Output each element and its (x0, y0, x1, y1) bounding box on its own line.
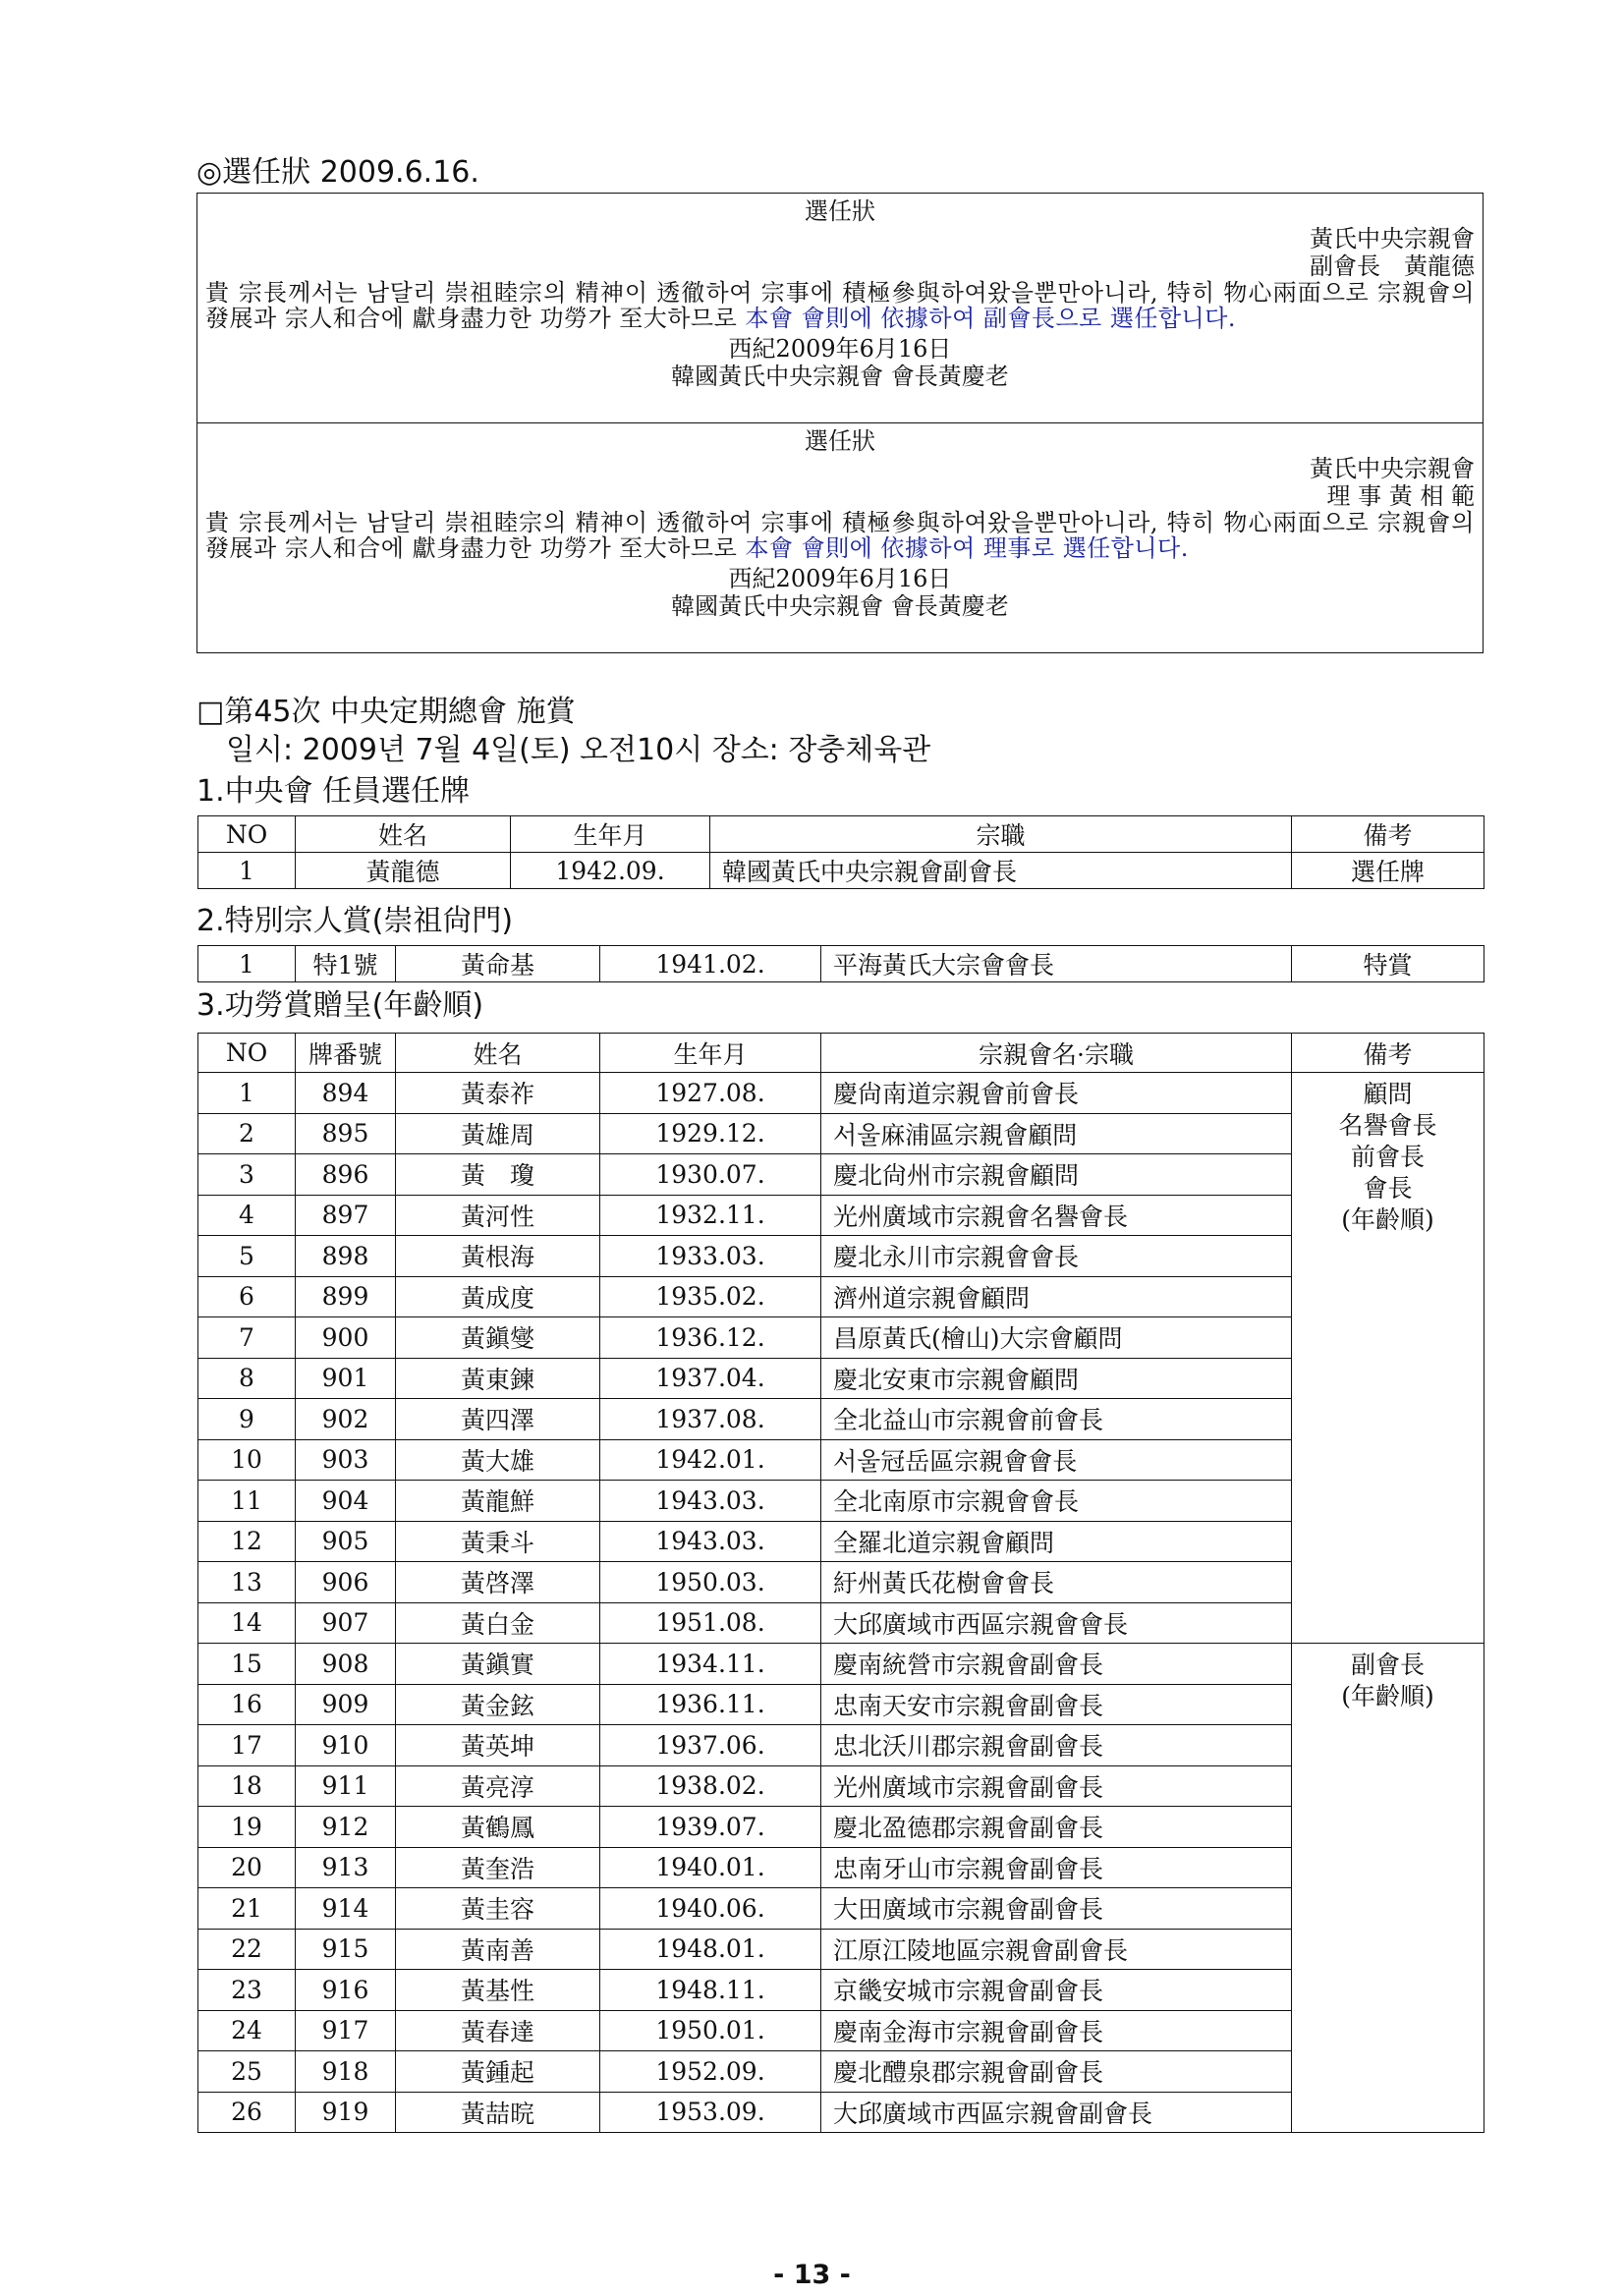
table-cell: 忠南天安市宗親會副會長 (821, 1684, 1292, 1725)
table-cell: 3 (198, 1154, 296, 1196)
table-cell: 大邱廣域市西區宗親會會長 (821, 1602, 1292, 1644)
event-schedule: 일시: 2009년 7월 4일(토) 오전10시 장소: 장충체육관 (226, 733, 931, 767)
table-cell: 1951.08. (600, 1602, 821, 1644)
table-cell: 917 (296, 2010, 396, 2051)
table-row (198, 1481, 1484, 1522)
table-cell: 京畿安城市宗親會副會長 (821, 1970, 1292, 2011)
table-cell: 894 (296, 1073, 396, 1114)
column-header: NO (198, 816, 296, 853)
table-row (198, 1521, 1484, 1562)
table-cell: 899 (296, 1276, 396, 1317)
remark-line: 名譽會長 (1338, 1111, 1437, 1140)
section-heading-appointment: ◎選任狀 2009.6.16. (196, 155, 479, 190)
certificate-recipient: 副會長 黃龍德 (1310, 252, 1475, 280)
table-cell: 選任牌 (1292, 853, 1484, 889)
table-cell: 1937.08. (600, 1399, 821, 1440)
table-cell: 1 (198, 1073, 296, 1114)
table-cell: 平海黃氏大宗會會長 (821, 946, 1292, 982)
column-header: 姓名 (296, 816, 511, 853)
table-row (198, 1113, 1484, 1154)
table-row (198, 1276, 1484, 1317)
table-cell: 1937.04. (600, 1358, 821, 1399)
table-cell: 黃鎭燮 (396, 1317, 600, 1359)
table-cell: 黃春達 (396, 2010, 600, 2051)
table-cell: 全北南原市宗親會會長 (821, 1481, 1292, 1522)
table-cell: 1953.09. (600, 2092, 821, 2133)
certificate-body-text: 貴 宗長께서는 남달리 崇祖睦宗의 精神이 透徹하여 宗事에 積極參與하여왔을뿐만아니라, 特히 物心兩面으로 宗親會의 發展과 宗人和合에 獻身盡力한 功勞가 至大하므로 (205, 279, 1475, 332)
remark-line: (年齡順) (1341, 1205, 1434, 1234)
table-cell: 5 (198, 1236, 296, 1277)
table-cell: 大田廣域市宗親會副會長 (821, 1888, 1292, 1930)
table-cell: 黃河性 (396, 1195, 600, 1236)
table-cell: 1943.03. (600, 1521, 821, 1562)
table-row (198, 1765, 1484, 1807)
table-cell: 912 (296, 1807, 396, 1848)
remark-line: 會長 (1363, 1174, 1413, 1203)
table-row (198, 1684, 1484, 1725)
column-header: 宗親會名·宗職 (821, 1034, 1292, 1073)
table-cell: 1930.07. (600, 1154, 821, 1196)
column-header: 生年月 (511, 816, 710, 853)
table-cell: 1932.11. (600, 1195, 821, 1236)
table-cell: 黃成度 (396, 1276, 600, 1317)
table-cell: 忠北沃川郡宗親會副會長 (821, 1725, 1292, 1766)
part3-heading: 3.功勞賞贈呈(年齡順) (196, 988, 484, 1023)
table-cell: 2 (198, 1113, 296, 1154)
table-cell: 1950.01. (600, 2010, 821, 2051)
table-cell: 1936.12. (600, 1317, 821, 1359)
table-cell: 黃雄周 (396, 1113, 600, 1154)
table-header-row (198, 816, 1484, 853)
table-cell: 黃白金 (396, 1602, 600, 1644)
part1-heading: 1.中央會 任員選任牌 (196, 774, 471, 809)
column-header: 牌番號 (296, 1034, 396, 1073)
table-cell: 26 (198, 2092, 296, 2133)
table-row (198, 1602, 1484, 1644)
table-row (198, 1073, 1484, 1114)
table-row (198, 1888, 1484, 1930)
table-header-row (198, 1034, 1484, 1073)
table-cell: 光州廣域市宗親會名譽會長 (821, 1195, 1292, 1236)
table-cell: 1927.08. (600, 1073, 821, 1114)
table-cell: 911 (296, 1765, 396, 1807)
table-cell: 濟州道宗親會顧問 (821, 1276, 1292, 1317)
table-cell: 黃基性 (396, 1970, 600, 2011)
table-cell: 黃根海 (396, 1236, 600, 1277)
table-cell: 忠南牙山市宗親會副會長 (821, 1847, 1292, 1888)
table-cell: 黃鶴鳳 (396, 1807, 600, 1848)
table-cell: 914 (296, 1888, 396, 1930)
certificate-body-text: 貴 宗長께서는 남달리 崇祖睦宗의 精神이 透徹하여 宗事에 積極參與하여왔을뿐만아니라, 特히 物心兩面으로 宗親會의 發展과 宗人和合에 獻身盡力한 功勞가 至大하므로 (205, 509, 1475, 562)
table-cell: 黃秉斗 (396, 1521, 600, 1562)
table-cell: 全北益山市宗親會前會長 (821, 1399, 1292, 1440)
remark-line: 副會長 (1350, 1651, 1425, 1679)
table-cell: 1942.09. (511, 853, 710, 889)
table-cell: 慶南金海市宗親會副會長 (821, 2010, 1292, 2051)
appointment-certificate-1 (197, 194, 1483, 422)
table-cell: 10 (198, 1439, 296, 1481)
table-cell: 11 (198, 1481, 296, 1522)
merit-table-body (198, 1073, 1484, 2133)
table-cell: 1952.09. (600, 2051, 821, 2093)
table-cell: 12 (198, 1521, 296, 1562)
table-cell: 全羅北道宗親會顧問 (821, 1521, 1292, 1562)
column-header: 生年月 (600, 1034, 821, 1073)
table-cell: 黃龍德 (296, 853, 511, 889)
appointment-box (196, 193, 1484, 653)
table-cell: 黃英坤 (396, 1725, 600, 1766)
certificate-recipient: 理 事 黃 相 範 (1326, 482, 1475, 510)
table-cell: 黃喆晥 (396, 2092, 600, 2133)
table-cell: 黃金鉉 (396, 1684, 600, 1725)
table-cell: 905 (296, 1521, 396, 1562)
table-row (198, 1807, 1484, 1848)
table-cell: 黃啓澤 (396, 1562, 600, 1603)
table-cell: 909 (296, 1684, 396, 1725)
table-cell: 18 (198, 1765, 296, 1807)
table-row (198, 2051, 1484, 2093)
table-row (198, 1399, 1484, 1440)
table-cell: 1943.03. (600, 1481, 821, 1522)
table-cell: 918 (296, 2051, 396, 2093)
table-cell: 1948.11. (600, 1970, 821, 2011)
table-cell: 1937.06. (600, 1725, 821, 1766)
table-cell: 黃龍鮮 (396, 1481, 600, 1522)
table-row (198, 1970, 1484, 2011)
table-cell: 黃奎浩 (396, 1847, 600, 1888)
table-cell: 黃四澤 (396, 1399, 600, 1440)
table-row (198, 2092, 1484, 2133)
table-row (198, 1439, 1484, 1481)
table-cell: 900 (296, 1317, 396, 1359)
certificate-body (205, 510, 1475, 561)
special-award-table (197, 945, 1484, 982)
certificate-organization: 黃氏中央宗親會 (1310, 455, 1475, 482)
table-cell: 1941.02. (600, 946, 821, 982)
table-cell: 紆州黃氏花樹會會長 (821, 1562, 1292, 1603)
column-header: NO (198, 1034, 296, 1073)
table-cell: 慶北尙州市宗親會顧問 (821, 1154, 1292, 1196)
certificate-title: 選任狀 (805, 197, 875, 225)
table-cell: 大邱廣域市西區宗親會副會長 (821, 2092, 1292, 2133)
appointment-certificate-2 (197, 422, 1483, 651)
certificate-signer: 韓國黃氏中央宗親會 會長黃慶老 (671, 592, 1009, 620)
part2-heading: 2.特別宗人賞(崇祖尙門) (196, 904, 514, 938)
table-cell: 昌原黃氏(檜山)大宗會顧問 (821, 1317, 1292, 1359)
table-cell: 20 (198, 1847, 296, 1888)
table-cell: 897 (296, 1195, 396, 1236)
table-cell: 1929.12. (600, 1113, 821, 1154)
table-row (198, 853, 1484, 889)
table-cell: 17 (198, 1725, 296, 1766)
table-row (198, 1236, 1484, 1277)
table-row (198, 1929, 1484, 1970)
table-cell: 1940.01. (600, 1847, 821, 1888)
table-cell: 916 (296, 1970, 396, 2011)
remark-line: 顧問 (1363, 1080, 1413, 1108)
table-cell: 913 (296, 1847, 396, 1888)
table-cell: 1936.11. (600, 1684, 821, 1725)
table-cell: 黃命基 (396, 946, 600, 982)
table-cell: 黃南善 (396, 1929, 600, 1970)
table-cell: 黃亮淳 (396, 1765, 600, 1807)
table-cell: 915 (296, 1929, 396, 1970)
certificate-organization: 黃氏中央宗親會 (1310, 225, 1475, 252)
table-cell: 898 (296, 1236, 396, 1277)
table-cell: 907 (296, 1602, 396, 1644)
table-cell: 895 (296, 1113, 396, 1154)
table-row (198, 1154, 1484, 1196)
merit-award-table (197, 1033, 1484, 2133)
certificate-title: 選任狀 (805, 427, 875, 455)
table-cell: 1 (198, 853, 296, 889)
table-cell: 1948.01. (600, 1929, 821, 1970)
table-cell: 慶北永川市宗親會會長 (821, 1236, 1292, 1277)
column-header: 備考 (1292, 1034, 1484, 1073)
table-cell: 1939.07. (600, 1807, 821, 1848)
table-cell: 23 (198, 1970, 296, 2011)
certificate-date: 西紀2009年6月16日 (728, 335, 952, 363)
table-cell: 黃泰祚 (396, 1073, 600, 1114)
table-cell: 8 (198, 1358, 296, 1399)
table-cell: 黃圭容 (396, 1888, 600, 1930)
table-cell: 902 (296, 1399, 396, 1440)
table-cell: 慶北安東市宗親會顧問 (821, 1358, 1292, 1399)
table-cell: 慶北盈德郡宗親會副會長 (821, 1807, 1292, 1848)
table-cell: 1934.11. (600, 1644, 821, 1685)
table-row (198, 2010, 1484, 2051)
remark-group-vice-presidents (1292, 1644, 1484, 2133)
table-cell: 6 (198, 1276, 296, 1317)
table-cell: 903 (296, 1439, 396, 1481)
section-heading-awards: □第45次 中央定期總會 施賞 (196, 695, 576, 729)
table-cell: 1 (198, 946, 296, 982)
table-cell: 906 (296, 1562, 396, 1603)
table-cell: 黃東鍊 (396, 1358, 600, 1399)
table-cell: 13 (198, 1562, 296, 1603)
table-row (198, 1195, 1484, 1236)
remark-line: (年齡順) (1341, 1682, 1434, 1710)
table-cell: 黃鎭實 (396, 1644, 600, 1685)
table-row (198, 1847, 1484, 1888)
table-cell: 서울麻浦區宗親會顧問 (821, 1113, 1292, 1154)
table-row (198, 1644, 1484, 1685)
column-header: 宗職 (710, 816, 1292, 853)
table-cell: 896 (296, 1154, 396, 1196)
table-cell: 901 (296, 1358, 396, 1399)
table-cell: 1933.03. (600, 1236, 821, 1277)
table-cell: 14 (198, 1602, 296, 1644)
page-number: - 13 - (773, 2260, 851, 2290)
table-cell: 1935.02. (600, 1276, 821, 1317)
table-cell: 1938.02. (600, 1765, 821, 1807)
table-cell: 黃 瓊 (396, 1154, 600, 1196)
table-cell: 25 (198, 2051, 296, 2093)
table-cell: 慶尙南道宗親會前會長 (821, 1073, 1292, 1114)
table-cell: 1950.03. (600, 1562, 821, 1603)
table-cell: 919 (296, 2092, 396, 2133)
certificate-signer: 韓國黃氏中央宗親會 會長黃慶老 (671, 363, 1009, 390)
table-row (198, 946, 1484, 982)
column-header: 備考 (1292, 816, 1484, 853)
table-cell: 24 (198, 2010, 296, 2051)
table-cell: 908 (296, 1644, 396, 1685)
officer-plaque-table (197, 815, 1484, 889)
table-row (198, 1562, 1484, 1603)
table-cell: 22 (198, 1929, 296, 1970)
table-cell: 910 (296, 1725, 396, 1766)
table-cell: 特賞 (1292, 946, 1484, 982)
table-cell: 15 (198, 1644, 296, 1685)
certificate-body-highlight: 本會 會則에 依據하여 副會長으로 選任합니다. (745, 305, 1237, 332)
table-cell: 21 (198, 1888, 296, 1930)
table-cell: 特1號 (296, 946, 396, 982)
table-cell: 江原江陵地區宗親會副會長 (821, 1929, 1292, 1970)
certificate-date: 西紀2009年6月16日 (728, 565, 952, 592)
table-cell: 1942.01. (600, 1439, 821, 1481)
table-cell: 黃大雄 (396, 1439, 600, 1481)
column-header: 姓名 (396, 1034, 600, 1073)
table-cell: 904 (296, 1481, 396, 1522)
table-cell: 7 (198, 1317, 296, 1359)
table-row (198, 1317, 1484, 1359)
certificate-body-highlight: 本會 會則에 依據하여 理事로 選任합니다. (745, 534, 1189, 562)
remark-group-advisors (1292, 1073, 1484, 1644)
certificate-body (205, 280, 1475, 331)
table-cell: 黃鍾起 (396, 2051, 600, 2093)
table-cell: 서울冠岳區宗親會會長 (821, 1439, 1292, 1481)
table-cell: 韓國黃氏中央宗親會副會長 (710, 853, 1292, 889)
table-cell: 4 (198, 1195, 296, 1236)
table-cell: 1940.06. (600, 1888, 821, 1930)
table-cell: 19 (198, 1807, 296, 1848)
table-row (198, 1725, 1484, 1766)
remark-line: 前會長 (1350, 1143, 1425, 1171)
table-row (198, 1358, 1484, 1399)
table-cell: 慶南統營市宗親會副會長 (821, 1644, 1292, 1685)
table-cell: 慶北醴泉郡宗親會副會長 (821, 2051, 1292, 2093)
table-cell: 9 (198, 1399, 296, 1440)
table-cell: 16 (198, 1684, 296, 1725)
table-cell: 光州廣域市宗親會副會長 (821, 1765, 1292, 1807)
